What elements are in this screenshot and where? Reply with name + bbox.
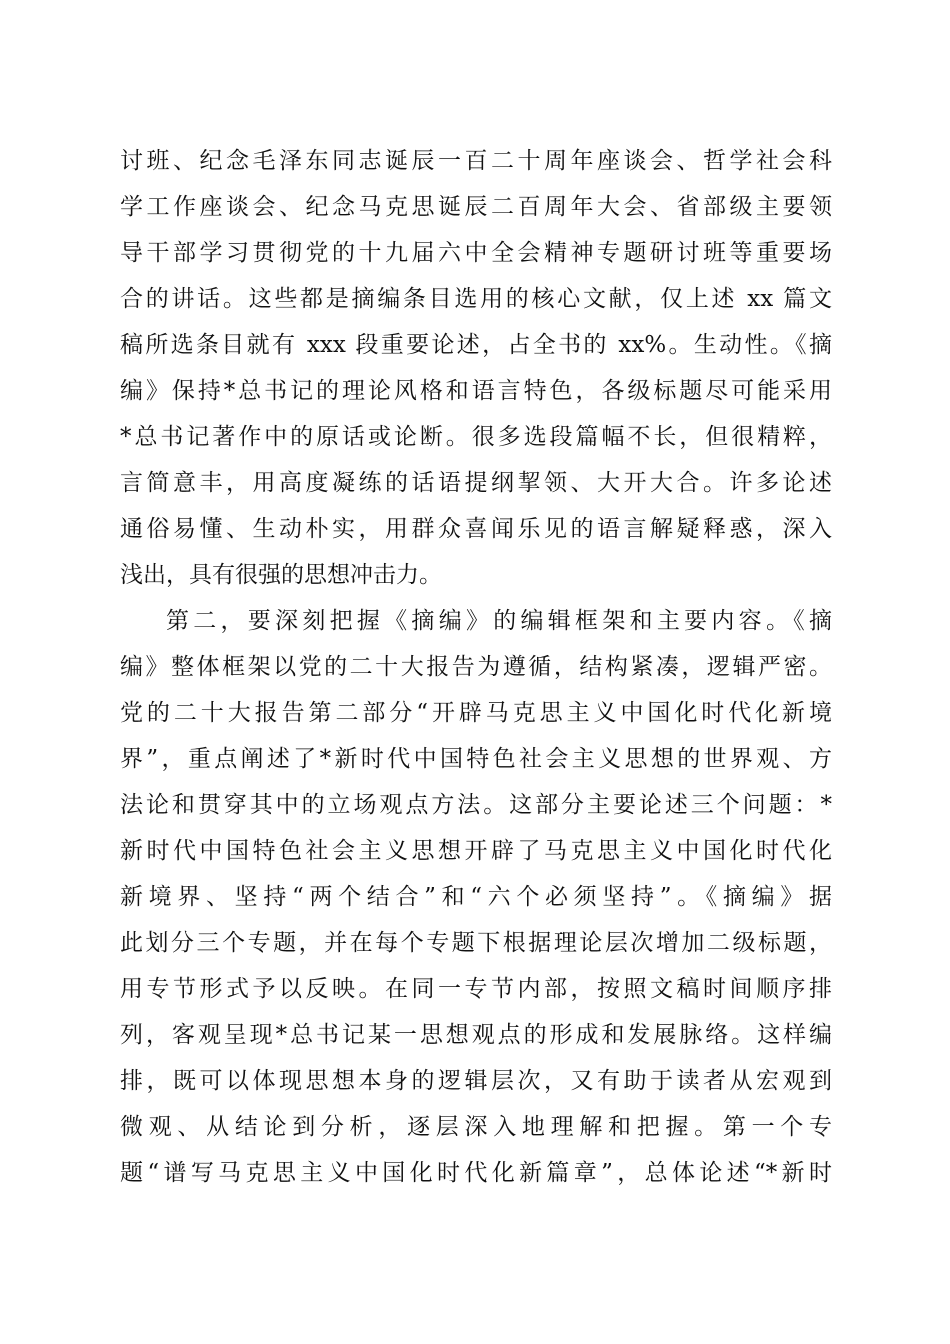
paragraph-1-line: *总书记著作中的原话或论断。很多选段篇幅不长，但很精粹，: [120, 424, 832, 450]
paragraph-2-line: 新境界、坚持“两个结合”和“六个必须坚持”。《摘编》据: [120, 884, 832, 910]
paragraph-1-line: 编》保持*总书记的理论风格和语言特色，各级标题尽可能采用: [120, 378, 832, 404]
paragraph-2-line: 法论和贯穿其中的立场观点方法。这部分主要论述三个问题：*: [120, 792, 832, 818]
paragraph-1-line: 讨班、纪念毛泽东同志诞辰一百二十周年座谈会、哲学社会科: [120, 148, 832, 174]
paragraph-2: [120, 598, 832, 1196]
paragraph-2-line: 微观、从结论到分析，逐层深入地理解和把握。第一个专: [120, 1114, 832, 1140]
paragraph-2-line: 编》整体框架以党的二十大报告为遵循，结构紧凑，逻辑严密。: [120, 654, 832, 680]
paragraph-1-line: 学工作座谈会、纪念马克思诞辰二百周年大会、省部级主要领: [120, 194, 832, 220]
paragraph-2-line: 排，既可以体现思想本身的逻辑层次，又有助于读者从宏观到: [120, 1068, 832, 1094]
paragraph-2-line: 新时代中国特色社会主义思想开辟了马克思主义中国化时代化: [120, 838, 832, 864]
paragraph-1-line: 浅出，具有很强的思想冲击力。: [120, 562, 442, 588]
paragraph-2-line: 题“谱写马克思主义中国化时代化新篇章”，总体论述“*新时: [120, 1160, 832, 1186]
paragraph-2-line: 第二，要深刻把握《摘编》的编辑框架和主要内容。《摘: [166, 608, 832, 634]
paragraph-1-line: 合的讲话。这些都是摘编条目选用的核心文献，仅上述 xx 篇文: [120, 286, 832, 312]
paragraph-2-line: 党的二十大报告第二部分“开辟马克思主义中国化时代化新境: [120, 700, 832, 726]
paragraph-2-line: 界”，重点阐述了*新时代中国特色社会主义思想的世界观、方: [120, 746, 832, 772]
paragraph-1: [120, 138, 832, 598]
paragraph-1-line: 通俗易懂、生动朴实，用群众喜闻乐见的语言解疑释惑，深入: [120, 516, 832, 542]
paragraph-1-line: 导干部学习贯彻党的十九届六中全会精神专题研讨班等重要场: [120, 240, 832, 266]
paragraph-1-line: 言简意丰，用高度凝练的话语提纲挈领、大开大合。许多论述: [120, 470, 832, 496]
paragraph-2-line: 用专节形式予以反映。在同一专节内部，按照文稿时间顺序排: [120, 976, 832, 1002]
paragraph-2-line: 此划分三个专题，并在每个专题下根据理论层次增加二级标题，: [120, 930, 832, 956]
paragraph-1-line: 稿所选条目就有 xxx 段重要论述，占全书的 xx%。生动性。《摘: [120, 332, 832, 358]
document-body: [120, 138, 832, 1196]
paragraph-2-line: 列，客观呈现*总书记某一思想观点的形成和发展脉络。这样编: [120, 1022, 832, 1048]
